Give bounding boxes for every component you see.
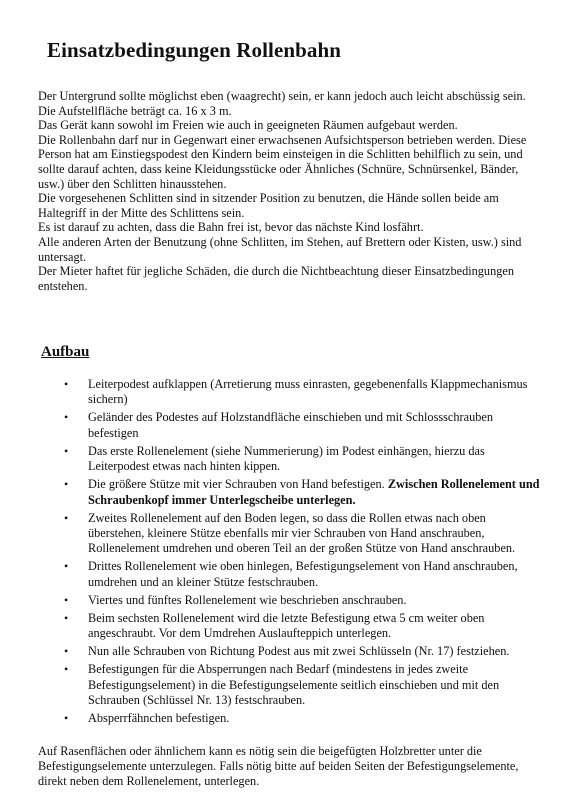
intro-paragraph: Das Gerät kann sowohl im Freien wie auch in geeigneten Räumen aufgebaut werden. <box>38 118 458 133</box>
bullet-icon: • <box>64 644 69 659</box>
list-item <box>64 410 542 441</box>
step-text: Das erste Rollenelement (siehe Nummerierung) im Podest einhängen, hierzu das Leiterpodest etwas nach hinten kippen. <box>88 443 485 474</box>
step-text: Viertes und fünftes Rollenelement wie beschrieben anschrauben. <box>88 592 407 607</box>
step-text: Beim sechsten Rollenelement wird die letzte Befestigung etwa 5 cm weiter oben angeschraubt. Vor dem Umdrehen Auslaufteppich unterlegen. <box>88 610 485 641</box>
list-item <box>64 644 542 659</box>
bullet-icon: • <box>64 443 69 458</box>
list-item <box>64 662 542 708</box>
step-text: Drittes Rollenelement wie oben hinlegen, Befestigungselement von Hand anschrauben, umdrehen und an kleiner Stütze festschrauben. <box>88 559 518 589</box>
list-item <box>64 559 542 590</box>
bullet-icon: • <box>64 610 69 625</box>
document-title: Einsatzbedingungen Rollenbahn <box>47 38 342 62</box>
bullet-icon: • <box>64 711 69 726</box>
intro-paragraph: Es ist darauf zu achten, dass die Bahn frei ist, bevor das nächste Kind losfährt. <box>38 220 424 235</box>
bullet-icon: • <box>64 510 69 525</box>
list-item <box>64 444 542 475</box>
bullet-icon: • <box>64 410 69 425</box>
step-text: Zweites Rollenelement auf den Boden legen, so dass die Rollen etwas nach oben überstehen, kleinere Stütze ebenfalls mir vier Schrauben von Hand anschrauben, Rollenelement umdrehen und oberen Teil an der großen Stütze von Hand anschrauben. <box>88 510 516 556</box>
intro-paragraph: Die vorgesehenen Schlitten sind in sitzender Position zu benutzen, die Hände sollen beide am Haltegriff in der Mitte des Schlittens sein. <box>38 191 499 220</box>
list-item <box>64 511 542 557</box>
step-emphasis: Zwischen Rollenelement und Schraubenkopf immer Unterlegscheibe unterlegen. <box>88 477 540 507</box>
intro-section <box>38 89 538 293</box>
list-item <box>64 593 542 608</box>
list-item <box>64 477 542 508</box>
intro-paragraph: Der Untergrund sollte möglichst eben (waagrecht) sein, er kann jedoch auch leicht abschüssig sein. <box>38 89 526 103</box>
step-text: Absperrfähnchen befestigen. <box>88 711 230 726</box>
list-item <box>64 611 542 642</box>
bullet-icon: • <box>64 592 69 607</box>
bullet-icon: • <box>64 377 69 391</box>
aufbau-step-list <box>64 377 542 729</box>
step-text: Befestigungen für die Absperrungen nach Bedarf (mindestens in jedes zweite Befestigungselement) in die Befestigungselemente seitlich einschieben und mit den Schrauben (Schlüssel Nr. 13) festschrauben. <box>88 662 500 708</box>
step-text: Nun alle Schrauben von Richtung Podest aus mit zwei Schlüsseln (Nr. 17) festziehen. <box>88 644 510 659</box>
footer-note: Auf Rasenflächen oder ähnlichem kann es nötig sein die beigefügten Holzbretter unter die Befestigungselemente unterzulegen. Falls nötig bitte auf beiden Seiten der Befestigungselemente, direkt neben dem Rollenelement, unterlegen. <box>38 744 519 789</box>
bullet-icon: • <box>64 477 69 492</box>
intro-paragraph: Die Rollenbahn darf nur in Gegenwart einer erwachsenen Aufsichtsperson betrieben werden. Diese Person hat am Einstiegspodest den Kindern beim einsteigen in die Schlitten behilflich zu sein, und sollte darauf achten, dass keine Kleidungsstücke oder Ähnliches (Schnüre, Schnürsenkel, Bänder, usw.) über den Schlitten hinausstehen. <box>38 132 527 191</box>
intro-paragraph: Die Aufstellfläche beträgt ca. 16 x 3 m. <box>38 103 232 118</box>
list-item <box>64 711 542 726</box>
intro-paragraph: Der Mieter haftet für jegliche Schäden, die durch die Nichtbeachtung dieser Einsatzbedingungen entstehen. <box>38 264 514 293</box>
step-text: Geländer des Podestes auf Holzstandfläche einschieben und mit Schlossschrauben befestigen <box>88 410 493 440</box>
step-text: Leiterpodest aufklappen (Arretierung muss einrasten, gegebenenfalls Klappmechanismus sichern) <box>88 377 528 407</box>
bullet-icon: • <box>64 559 69 574</box>
step-text: Die größere Stütze mit vier Schrauben von Hand befestigen. <box>88 477 388 492</box>
bullet-icon: • <box>64 662 69 677</box>
intro-paragraph: Alle anderen Arten der Benutzung (ohne Schlitten, im Stehen, auf Brettern oder Kisten, usw.) sind untersagt. <box>38 234 522 264</box>
list-item <box>64 377 542 408</box>
aufbau-heading: Aufbau <box>41 344 90 360</box>
